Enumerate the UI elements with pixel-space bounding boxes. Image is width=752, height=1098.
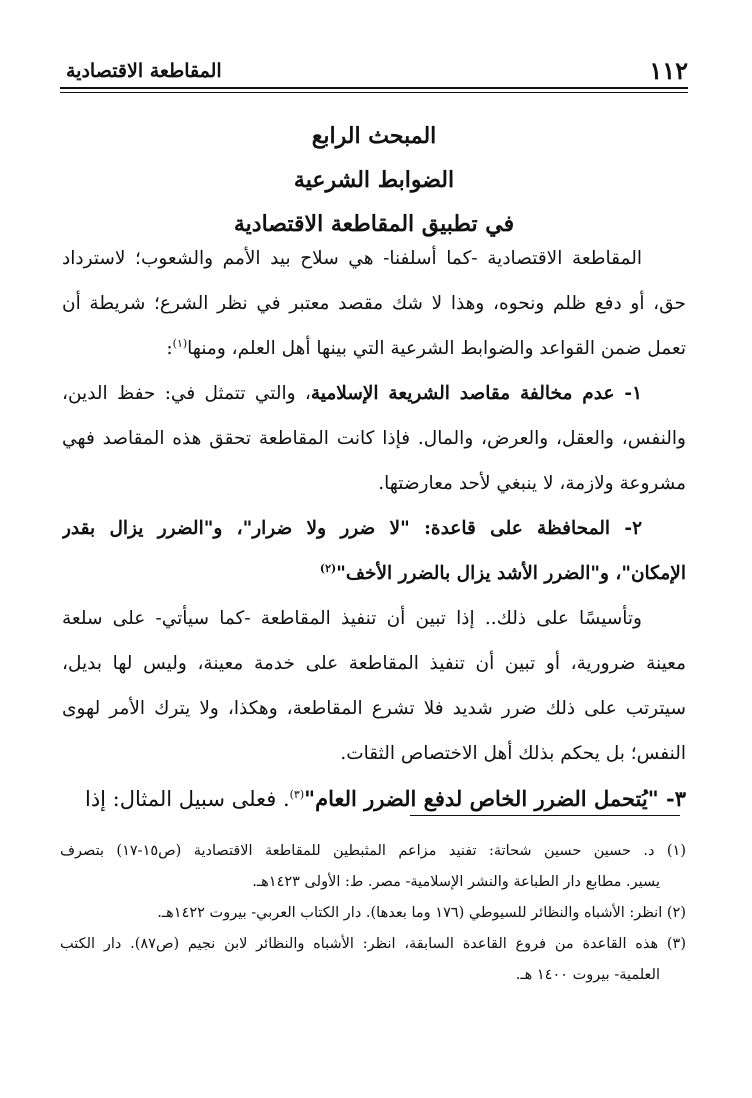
paragraph-line: مشروعة ولازمة، لا ينبغي لأحد معارضتها. <box>378 473 686 494</box>
item-text: الإمكان"، و"الضرر الأشد يزال بالضرر الأخف" <box>336 563 686 584</box>
footnote-ref: (٣) <box>289 788 305 801</box>
paragraph-text: تعمل ضمن القواعد والضوابط الشرعية التي بينها أهل العلم، ومنها <box>187 338 686 359</box>
paragraph-text: : <box>166 338 173 359</box>
header-rule-thick <box>60 87 688 89</box>
footnote-separator <box>410 815 680 816</box>
item-text: ، والتي تتمثل في: حفظ الدين، <box>62 383 311 404</box>
page-header <box>60 50 688 94</box>
paragraph-line: سيترتب على ذلك ضرر شديد فلا تشرع المقاطعة، وهكذا، ولا يترك الأمر لهوى <box>62 698 686 719</box>
body-text <box>62 236 686 821</box>
footnote-ref: (١) <box>172 336 188 350</box>
section-subtitle: في تطبيق المقاطعة الاقتصادية <box>233 211 515 237</box>
paragraph-line <box>62 326 686 371</box>
paragraph-line: النفس؛ بل يحكم بذلك أهل الاختصاص الثقات. <box>340 743 686 764</box>
footnote-3: (٣) هذه القاعدة من فروع القاعدة السابقة، انظر: الأشباه والنظائر لابن نجيم (ص٨٧). دار الكتب <box>60 936 686 952</box>
section-headings <box>60 114 688 246</box>
paragraph-line: وتأسيسًا على ذلك.. إذا تبين أن تنفيذ المقاطعة -كما سيأتي- على سلعة <box>62 608 642 629</box>
page-number: ١١٢ <box>649 56 688 85</box>
paragraph-line: حق، أو دفع ظلم ونحوه، وهذا لا شك مقصد معتبر في نظر الشرع؛ شريطة أن <box>62 293 686 314</box>
footnote-1-cont: يسير. مطابع دار الطباعة والنشر الإسلامية- مصر. ط: الأولى ١٤٢٣هـ. <box>252 874 660 890</box>
list-item-2: ٢- المحافظة على قاعدة: "لا ضرر ولا ضرار"، و"الضرر يزال بقدر <box>62 518 642 539</box>
footnote-2: (٢) انظر: الأشباه والنظائر للسيوطي (١٧٦ وما بعدها). دار الكتاب العربي- بيروت ١٤٢٢هـ. <box>157 905 686 921</box>
item-text: . فعلى سبيل المثال: إذا <box>84 787 290 811</box>
paragraph-line: والنفس، والعقل، والعرض، والمال. فإذا كانت المقاطعة تحقق هذه المقاصد فهي <box>62 428 686 449</box>
paragraph-line: معينة ضرورية، أو تبين أن تنفيذ المقاطعة على خدمة معينة، وليس لها بديل، <box>62 653 686 674</box>
header-rule-thin <box>60 92 688 93</box>
item-heading: ٣- "يُتحمل الضرر الخاص لدفع الضرر العام" <box>304 786 686 811</box>
footnote-ref: (٢) <box>319 561 337 575</box>
footnotes <box>60 836 686 991</box>
section-title: الضوابط الشرعية <box>293 167 455 193</box>
list-item-2-cont <box>62 551 686 596</box>
item-number: ١- <box>614 383 643 404</box>
paragraph-line: المقاطعة الاقتصادية -كما أسلفنا- هي سلاح بيد الأمم والشعوب؛ لاسترداد <box>62 248 642 269</box>
footnote-3-cont: العلمية- بيروت ١٤٠٠ هـ. <box>515 967 660 983</box>
footnote-1: (١) د. حسين حسين شحاتة: تفنيد مزاعم المثبطين للمقاطعة الاقتصادية (ص١٥-١٧) بتصرف <box>60 843 686 859</box>
section-heading: المبحث الرابع <box>311 123 437 149</box>
item-heading: عدم مخالفة مقاصد الشريعة الإسلامية <box>310 383 615 404</box>
list-item-1 <box>62 371 686 416</box>
running-title: المقاطعة الاقتصادية <box>66 60 222 82</box>
